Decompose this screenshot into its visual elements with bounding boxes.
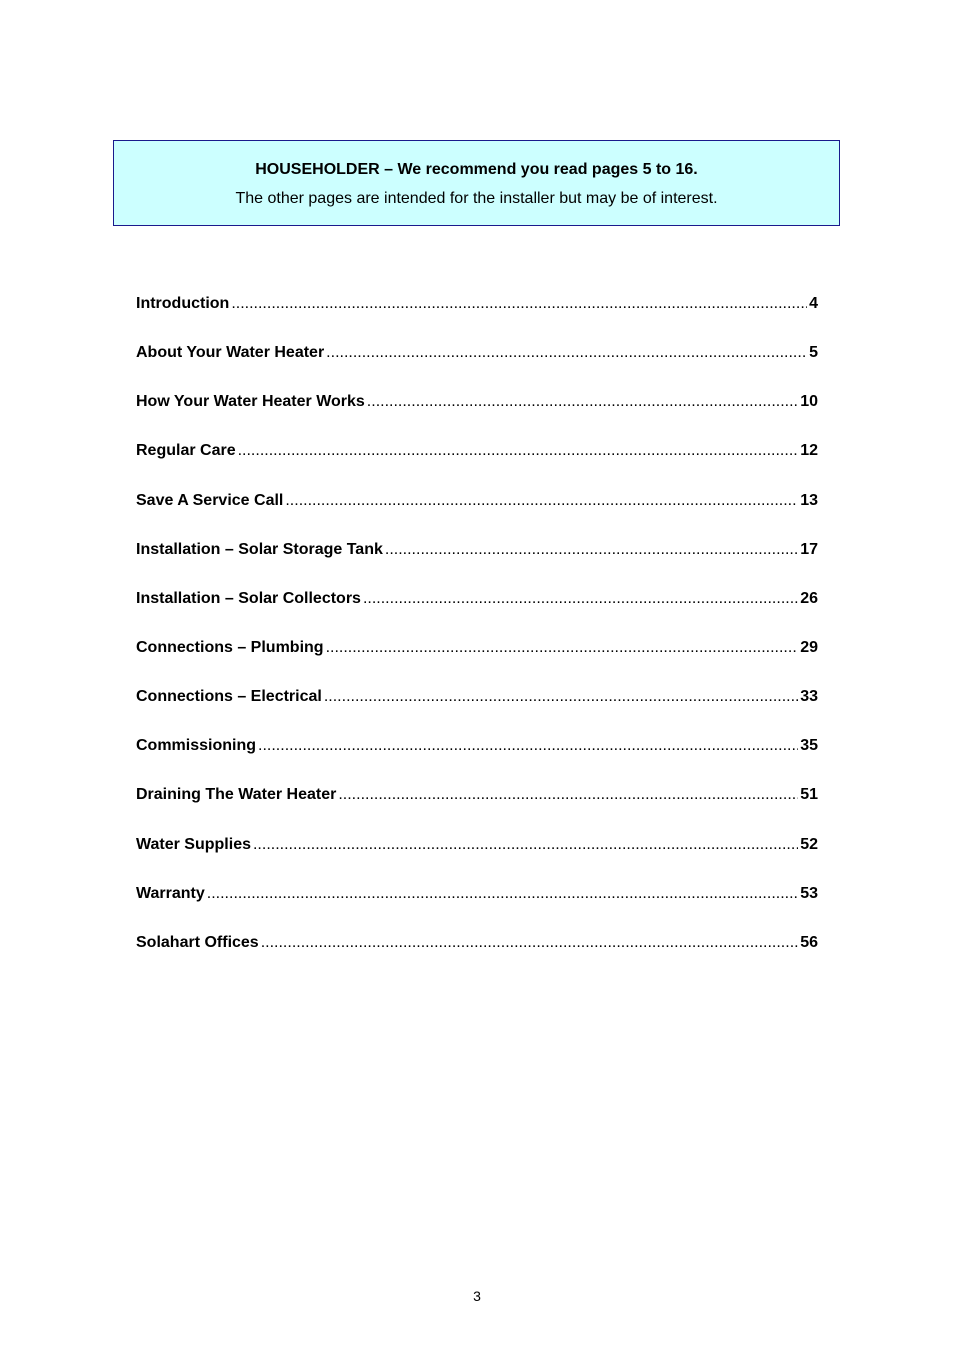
toc-dot-leader — [207, 883, 798, 905]
toc-entry-label: Introduction — [136, 295, 230, 312]
notice-title: HOUSEHOLDER – We recommend you read pages 5 to 16. — [255, 161, 698, 178]
toc-dot-leader — [363, 588, 798, 610]
table-of-contents — [136, 293, 818, 981]
toc-dot-leader — [258, 735, 798, 757]
toc-entry[interactable] — [136, 735, 818, 784]
toc-dot-leader — [261, 932, 799, 954]
householder-notice-box — [113, 140, 840, 226]
toc-dot-leader — [238, 440, 799, 462]
toc-dot-leader — [285, 490, 798, 512]
toc-entry-page: 56 — [800, 933, 818, 951]
toc-entry-label: Connections – Electrical — [136, 688, 322, 706]
toc-entry[interactable] — [136, 784, 818, 833]
toc-entry[interactable] — [136, 932, 818, 981]
toc-entry[interactable] — [136, 539, 818, 588]
notice-subtitle: The other pages are intended for the installer but may be of interest. — [235, 190, 718, 207]
toc-dot-leader — [326, 342, 807, 364]
toc-entry-page: 51 — [800, 786, 818, 804]
toc-entry[interactable] — [136, 588, 818, 637]
toc-entry-label: Commissioning — [136, 737, 257, 755]
toc-entry[interactable] — [136, 686, 818, 735]
toc-entry[interactable] — [136, 883, 818, 932]
toc-entry-label: Save A Service Call — [136, 491, 284, 509]
toc-entry[interactable] — [136, 490, 818, 539]
toc-entry-label: Draining The Water Heater — [136, 786, 337, 804]
toc-dot-leader — [367, 391, 798, 413]
toc-entry-label: Installation – Solar Collectors — [136, 589, 361, 607]
toc-dot-leader — [385, 539, 798, 561]
toc-entry-page: 33 — [800, 688, 818, 706]
toc-entry[interactable] — [136, 834, 818, 883]
toc-entry-page: 17 — [800, 540, 818, 558]
toc-dot-leader — [253, 834, 798, 856]
toc-entry-page: 26 — [800, 589, 818, 607]
toc-entry-page: 4 — [809, 295, 818, 312]
toc-entry[interactable] — [136, 637, 818, 686]
toc-entry-page: 13 — [800, 491, 818, 509]
toc-entry-label: Warranty — [136, 884, 205, 902]
toc-entry-label: Water Supplies — [136, 835, 251, 853]
toc-entry-page: 53 — [800, 884, 818, 902]
toc-dot-leader — [338, 784, 798, 806]
toc-entry-page: 52 — [800, 835, 818, 853]
toc-entry-label: Installation – Solar Storage Tank — [136, 540, 383, 558]
toc-entry[interactable] — [136, 342, 818, 391]
toc-entry[interactable] — [136, 440, 818, 489]
toc-dot-leader — [324, 686, 798, 708]
toc-dot-leader — [326, 637, 799, 659]
toc-entry-page: 35 — [800, 737, 818, 755]
toc-entry-page: 29 — [800, 638, 818, 656]
toc-entry-label: About Your Water Heater — [136, 344, 325, 362]
toc-entry-label: Connections – Plumbing — [136, 638, 324, 656]
page-number: 3 — [473, 1288, 481, 1304]
toc-entry-page: 12 — [800, 442, 818, 460]
toc-entry-label: Solahart Offices — [136, 933, 259, 951]
toc-entry-page: 10 — [800, 393, 818, 411]
toc-entry[interactable] — [136, 391, 818, 440]
toc-entry-page: 5 — [809, 344, 818, 362]
toc-dot-leader — [231, 293, 807, 315]
toc-entry[interactable] — [136, 293, 818, 342]
toc-entry-label: Regular Care — [136, 442, 236, 460]
toc-entry-label: How Your Water Heater Works — [136, 393, 365, 411]
